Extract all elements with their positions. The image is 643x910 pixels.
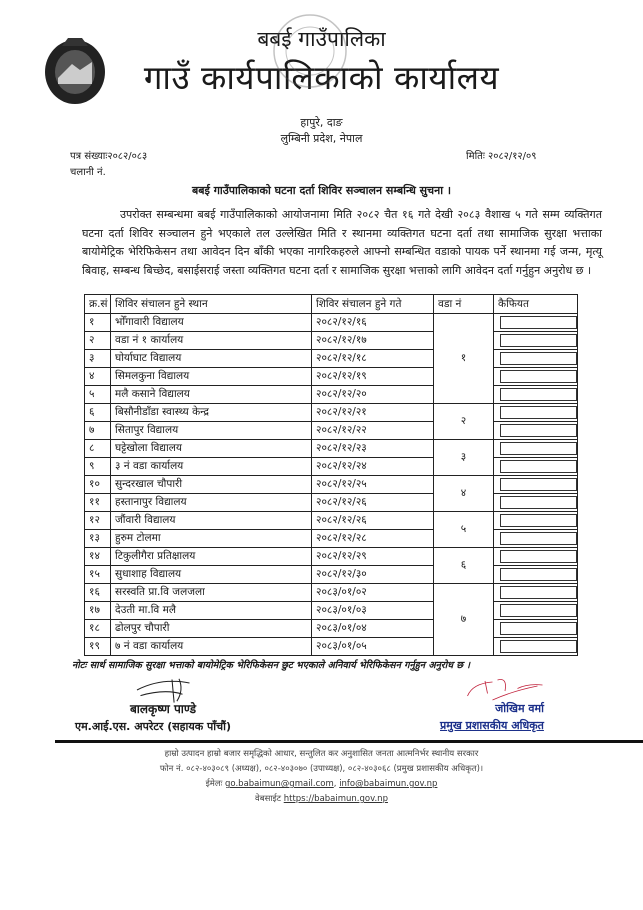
- remarks-cell: [494, 368, 578, 386]
- remarks-cell: [494, 602, 578, 620]
- municipality-name: बबई गाउँपालिका: [257, 27, 386, 51]
- serial-cell: २: [85, 332, 111, 350]
- remarks-cell: [494, 494, 578, 512]
- footer-website: [20, 792, 623, 807]
- serial-cell: १०: [85, 476, 111, 494]
- date-cell: २०८२/१२/१६: [312, 314, 434, 332]
- signature-area: [0, 676, 643, 738]
- ward-cell: ५: [434, 512, 494, 548]
- place-cell: जौंवारी विद्यालय: [111, 512, 312, 530]
- note: नोटः सार्थ सामाजिक सुरक्षा भत्ताको बायोमेट्रिक भेरिफिकेसन छुट भएकाले अनिवार्य भेरिफिकेसन गर्नुहुन अनुरोध छ ।: [72, 660, 470, 671]
- right-signatory-name: जोखिम वर्मा: [495, 702, 544, 715]
- letter-number: पत्र संख्याः२०८२/०८३: [70, 151, 148, 162]
- date-cell: २०८३/०१/०३: [312, 602, 434, 620]
- remarks-cell: [494, 422, 578, 440]
- remarks-box: [500, 370, 577, 383]
- place-cell: ३ नं वडा कार्यालय: [111, 458, 312, 476]
- header-serial: क्र.सं: [85, 295, 111, 314]
- header-date: शिविर संचालन हुने गते: [312, 295, 434, 314]
- remarks-cell: [494, 638, 578, 656]
- left-signatory-title: एम.आई.एस. अपरेटर (सहायक पाँचौं): [75, 720, 231, 733]
- right-signatory: [440, 702, 544, 733]
- date-cell: २०८२/१२/२०: [312, 386, 434, 404]
- date-cell: २०८२/१२/२६: [312, 512, 434, 530]
- nepal-government-emblem: [42, 34, 108, 106]
- remarks-box: [500, 478, 577, 491]
- ward-cell: १: [434, 314, 494, 404]
- address-line-1: हापुरे, दाङ: [300, 116, 343, 129]
- remarks-box: [500, 604, 577, 617]
- date-cell: २०८२/१२/१७: [312, 332, 434, 350]
- date-cell: २०८२/१२/२२: [312, 422, 434, 440]
- place-cell: सिमलकुना विद्यालय: [111, 368, 312, 386]
- letter-date: मितिः २०८२/१२/०९: [466, 151, 537, 162]
- table-header-row: [85, 295, 578, 314]
- remarks-cell: [494, 314, 578, 332]
- footer-phones: फोन नं. ०८२-४०३०८९ (अध्यक्ष), ०८२-४०३०७० (उपाध्यक्ष), ०८२-४०३०६८ (प्रमुख प्रशासकीय अधिकृत)।: [159, 764, 484, 774]
- serial-cell: १७: [85, 602, 111, 620]
- remarks-cell: [494, 440, 578, 458]
- left-signatory: [75, 702, 231, 734]
- table-row: [85, 422, 578, 440]
- serial-cell: ४: [85, 368, 111, 386]
- remarks-box: [500, 352, 577, 365]
- table-row: [85, 440, 578, 458]
- table-row: [85, 314, 578, 332]
- place-cell: हस्तानापुर विद्यालय: [111, 494, 312, 512]
- notice-subject: बबई गाउँपालिकाको घटना दर्ता शिविर सञ्चालन सम्बन्धि सुचना ।: [191, 184, 452, 197]
- remarks-box: [500, 406, 577, 419]
- date-cell: २०८२/१२/२८: [312, 530, 434, 548]
- website-label: वेबसाईट: [255, 794, 282, 804]
- email-link-1[interactable]: go.babaimun@gmail.com: [225, 779, 334, 789]
- document-body: [0, 206, 643, 807]
- place-cell: मलै कसाने विद्यालय: [111, 386, 312, 404]
- serial-cell: १२: [85, 512, 111, 530]
- remarks-cell: [494, 620, 578, 638]
- serial-cell: ३: [85, 350, 111, 368]
- table-row: [85, 386, 578, 404]
- remarks-box: [500, 568, 577, 581]
- place-cell: सरस्वति प्रा.वि जलजला: [111, 584, 312, 602]
- footer: [0, 743, 643, 807]
- table-row: [85, 566, 578, 584]
- remarks-box: [500, 316, 577, 329]
- remarks-box: [500, 550, 577, 563]
- serial-cell: ९: [85, 458, 111, 476]
- remarks-box: [500, 442, 577, 455]
- remarks-cell: [494, 404, 578, 422]
- date-cell: २०८२/१२/२१: [312, 404, 434, 422]
- serial-cell: १९: [85, 638, 111, 656]
- place-cell: हुरुम टोलमा: [111, 530, 312, 548]
- camp-schedule-table: [84, 294, 578, 656]
- left-signatory-name: बालकृष्ण पाण्डे: [129, 702, 197, 716]
- header-place: शिविर संचालन हुने स्थान: [111, 295, 312, 314]
- notice-body: उपरोक्त सम्बन्धमा बबई गाउँपालिकाको आयोजनामा मिति २०८२ चैत १६ गते देखी २०८३ वैशाख ५ गते सम्म व्यक्तिगत घटना दर्ता शिविर सञ्चालन हुने भएकाले तल उल्लेखित मिति र स्थानमा व्यक्तिगत घटना दर्ता तथा सामाजिक सुरक्षा भत्ताका बायोमेट्रिक भेरिफिकेसन तथा आवेदन दिन बाँकी भएका नागरिकहरुले आफ्नो सम्बन्धित वडाको पायक पर्ने स्थानमा गई जन्म, मृत्यू बिवाह, सम्बन्ध बिच्छेद, बसाईसराई जस्ता व्यक्तिगत घटना दर्ता र सामाजिक सुरक्षा भत्ताको लागि आवेदन दर्ता गर्नुहुन अनुरोध छ ।: [82, 208, 602, 277]
- date-cell: २०८३/०१/०४: [312, 620, 434, 638]
- email-link-2[interactable]: info@babaimun.gov.np: [339, 779, 438, 789]
- table-row: [85, 602, 578, 620]
- table-row: [85, 548, 578, 566]
- remarks-cell: [494, 566, 578, 584]
- serial-cell: १: [85, 314, 111, 332]
- table-row: [85, 404, 578, 422]
- remarks-box: [500, 496, 577, 509]
- place-cell: भोँगावारी विद्यालय: [111, 314, 312, 332]
- ward-cell: ४: [434, 476, 494, 512]
- table-row: [85, 494, 578, 512]
- remarks-cell: [494, 548, 578, 566]
- serial-cell: १५: [85, 566, 111, 584]
- date-cell: २०८३/०१/०५: [312, 638, 434, 656]
- table-row: [85, 458, 578, 476]
- place-cell: सुधाशाह विद्यालय: [111, 566, 312, 584]
- place-cell: घोर्याघाट विद्यालय: [111, 350, 312, 368]
- right-signatory-title: प्रमुख प्रशासकीय अधिकृत: [440, 719, 544, 732]
- date-cell: २०८३/०१/०२: [312, 584, 434, 602]
- ward-cell: २: [434, 404, 494, 440]
- date-cell: २०८२/१२/२९: [312, 548, 434, 566]
- table-row: [85, 476, 578, 494]
- serial-cell: ५: [85, 386, 111, 404]
- remarks-box: [500, 532, 577, 545]
- remarks-box: [500, 460, 577, 473]
- table-row: [85, 584, 578, 602]
- table-row: [85, 530, 578, 548]
- place-cell: घट्टेखोला विद्यालय: [111, 440, 312, 458]
- remarks-box: [500, 334, 577, 347]
- website-link[interactable]: https://babaimun.gov.np: [283, 794, 388, 804]
- serial-cell: ६: [85, 404, 111, 422]
- remarks-cell: [494, 584, 578, 602]
- date-cell: २०८२/१२/२३: [312, 440, 434, 458]
- header-remarks: कैफियत: [494, 295, 578, 314]
- header-ward: वडा नं: [434, 295, 494, 314]
- serial-cell: ८: [85, 440, 111, 458]
- table-row: [85, 620, 578, 638]
- remarks-box: [500, 640, 577, 653]
- remarks-cell: [494, 476, 578, 494]
- remarks-cell: [494, 458, 578, 476]
- table-row: [85, 512, 578, 530]
- date-cell: २०८२/१२/३०: [312, 566, 434, 584]
- place-cell: सुन्दरखाल चौपारी: [111, 476, 312, 494]
- table-row: [85, 368, 578, 386]
- date-cell: २०८२/१२/१८: [312, 350, 434, 368]
- table-row: [85, 332, 578, 350]
- remarks-box: [500, 514, 577, 527]
- remarks-cell: [494, 386, 578, 404]
- remarks-cell: [494, 332, 578, 350]
- table-row: [85, 638, 578, 656]
- office-stamp: [270, 6, 350, 96]
- email-label: ईमेलः: [205, 779, 223, 789]
- serial-cell: १६: [85, 584, 111, 602]
- date-cell: २०८२/१२/२५: [312, 476, 434, 494]
- place-cell: ७ नं वडा कार्यालय: [111, 638, 312, 656]
- remarks-cell: [494, 530, 578, 548]
- place-cell: देउती मा.वि मलै: [111, 602, 312, 620]
- remarks-box: [500, 586, 577, 599]
- address-line-2: लुम्बिनी प्रदेश, नेपाल: [280, 132, 363, 145]
- remarks-cell: [494, 512, 578, 530]
- place-cell: वडा नं १ कार्यालय: [111, 332, 312, 350]
- place-cell: सितापुर विद्यालय: [111, 422, 312, 440]
- remarks-box: [500, 424, 577, 437]
- remarks-cell: [494, 350, 578, 368]
- serial-cell: ११: [85, 494, 111, 512]
- ward-cell: ६: [434, 548, 494, 584]
- office-title: गाउँ कार्यपालिकाको कार्यालय: [143, 58, 500, 97]
- dispatch-number: चलानी नं.: [70, 167, 106, 178]
- date-cell: २०८२/१२/१९: [312, 368, 434, 386]
- place-cell: बिसौनीडाँडा स्वास्थ्य केन्द्र: [111, 404, 312, 422]
- footer-slogan: हाम्रो उत्पादन हाम्रो बजार समृद्धिको आधार, सन्तुलित कर अनुशासित जनता आत्मनिर्भर स्थानीय सरकार: [164, 749, 479, 759]
- left-signature: [120, 676, 210, 704]
- footer-email: ईमेलः go.babaimun@gmail.com, info@babaimun.gov.np: [205, 779, 438, 789]
- serial-cell: ७: [85, 422, 111, 440]
- ward-cell: ३: [434, 440, 494, 476]
- remarks-box: [500, 388, 577, 401]
- date-cell: २०८२/१२/२६: [312, 494, 434, 512]
- date-cell: २०८२/१२/२४: [312, 458, 434, 476]
- ward-cell: ७: [434, 584, 494, 656]
- table-row: [85, 350, 578, 368]
- remarks-box: [500, 622, 577, 635]
- serial-cell: १३: [85, 530, 111, 548]
- serial-cell: १८: [85, 620, 111, 638]
- place-cell: ढोलपुर चौपारी: [111, 620, 312, 638]
- place-cell: टिकुलीगैरा प्रतिक्षालय: [111, 548, 312, 566]
- serial-cell: १४: [85, 548, 111, 566]
